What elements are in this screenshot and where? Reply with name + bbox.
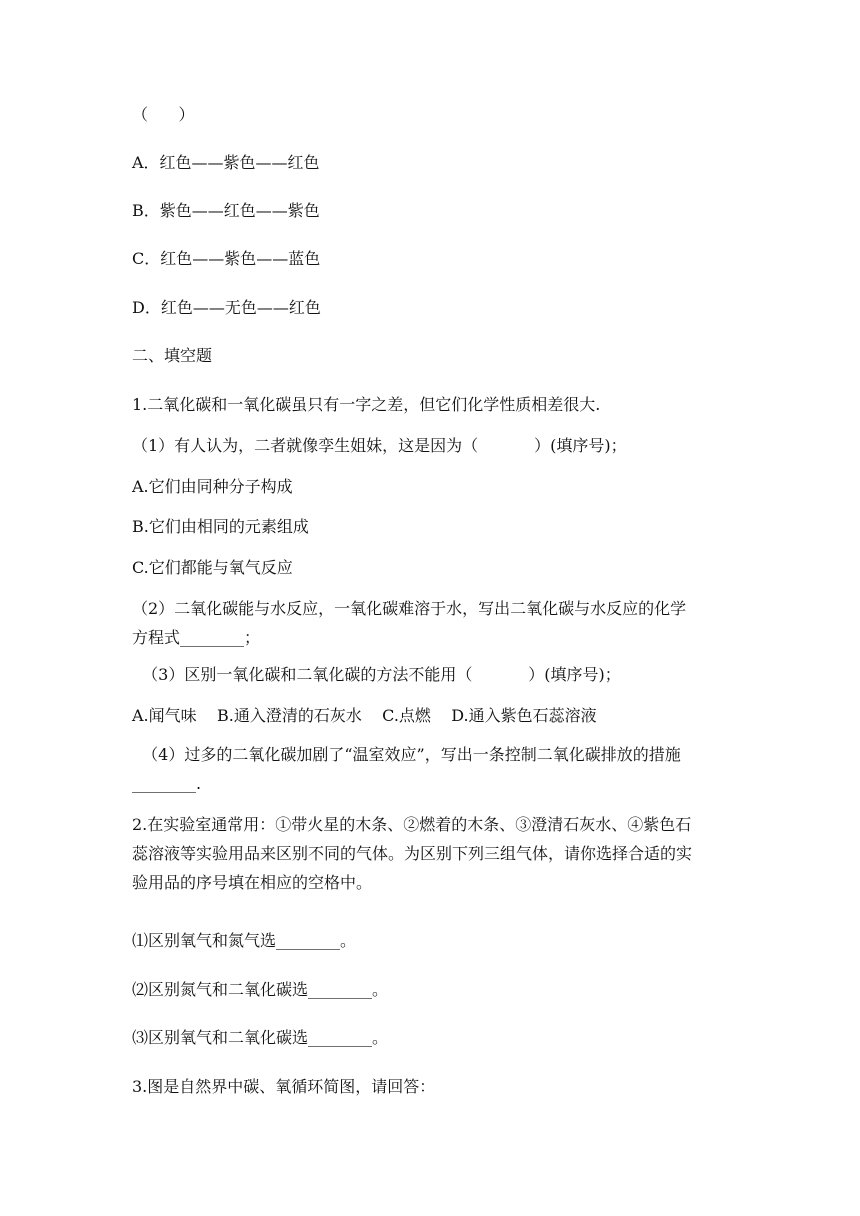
option-a: A．红色——紫色——红色 [132,153,320,172]
option-c: C．红色——紫色——蓝色 [132,249,321,268]
choice-a: A.它们由同种分子构成 [132,477,293,496]
question-1-part-2: （2）二氧化碳能与水反应，一氧化碳难溶于水，写出二氧化碳与水反应的化学 [132,599,687,618]
option-b: B．紫色——红色——紫色 [132,201,320,220]
question-2-part-2: ⑵区别氮气和二氧化碳选________。 [132,980,389,999]
choice-b: B.它们由相同的元素组成 [132,517,309,536]
question-2-part-1: ⑴区别氧气和氮气选________。 [132,931,357,950]
option-d: D．红色——无色——红色 [132,298,321,317]
question-2-line-1: 2.在实验室通常用：①带火星的木条、②燃着的木条、③澄清石灰水、④紫色石 [132,815,692,834]
question-1-part-1: （1）有人认为，二者就像孪生姐妹，这是因为（ ）(填序号)； [132,436,627,455]
question-1-part-3: （3）区别一氧化碳和二氧化碳的方法不能用（ ）(填序号)； [132,665,621,684]
question-1-stem: 1.二氧化碳和一氧化碳虽只有一字之差，但它们化学性质相差很大. [132,395,601,414]
question-2-line-2: 蕊溶液等实验用品来区别不同的气体。为区别下列三组气体，请你选择合适的实 [132,844,693,863]
question-1-part-2-cont: 方程式________； [132,628,261,647]
section-heading: 二、填空题 [132,346,213,365]
question-1-part-4-cont: ________. [132,774,202,793]
question-2-line-3: 验用品的序号填在相应的空格中。 [132,873,373,892]
answer-bracket: （ ） [132,105,195,124]
question-3-stem: 3.图是自然界中碳、氧循环简图，请回答： [132,1077,436,1096]
question-1-part-4: （4）过多的二氧化碳加剧了“温室效应”，写出一条控制二氧化碳排放的措施 [132,745,681,764]
question-1-part-3-choices: A.闻气味 B.通入澄清的石灰水 C.点燃 D.通入紫色石蕊溶液 [132,706,597,725]
choice-c: C.它们都能与氧气反应 [132,558,293,577]
question-2-part-3: ⑶区别氧气和二氧化碳选________。 [132,1028,389,1047]
